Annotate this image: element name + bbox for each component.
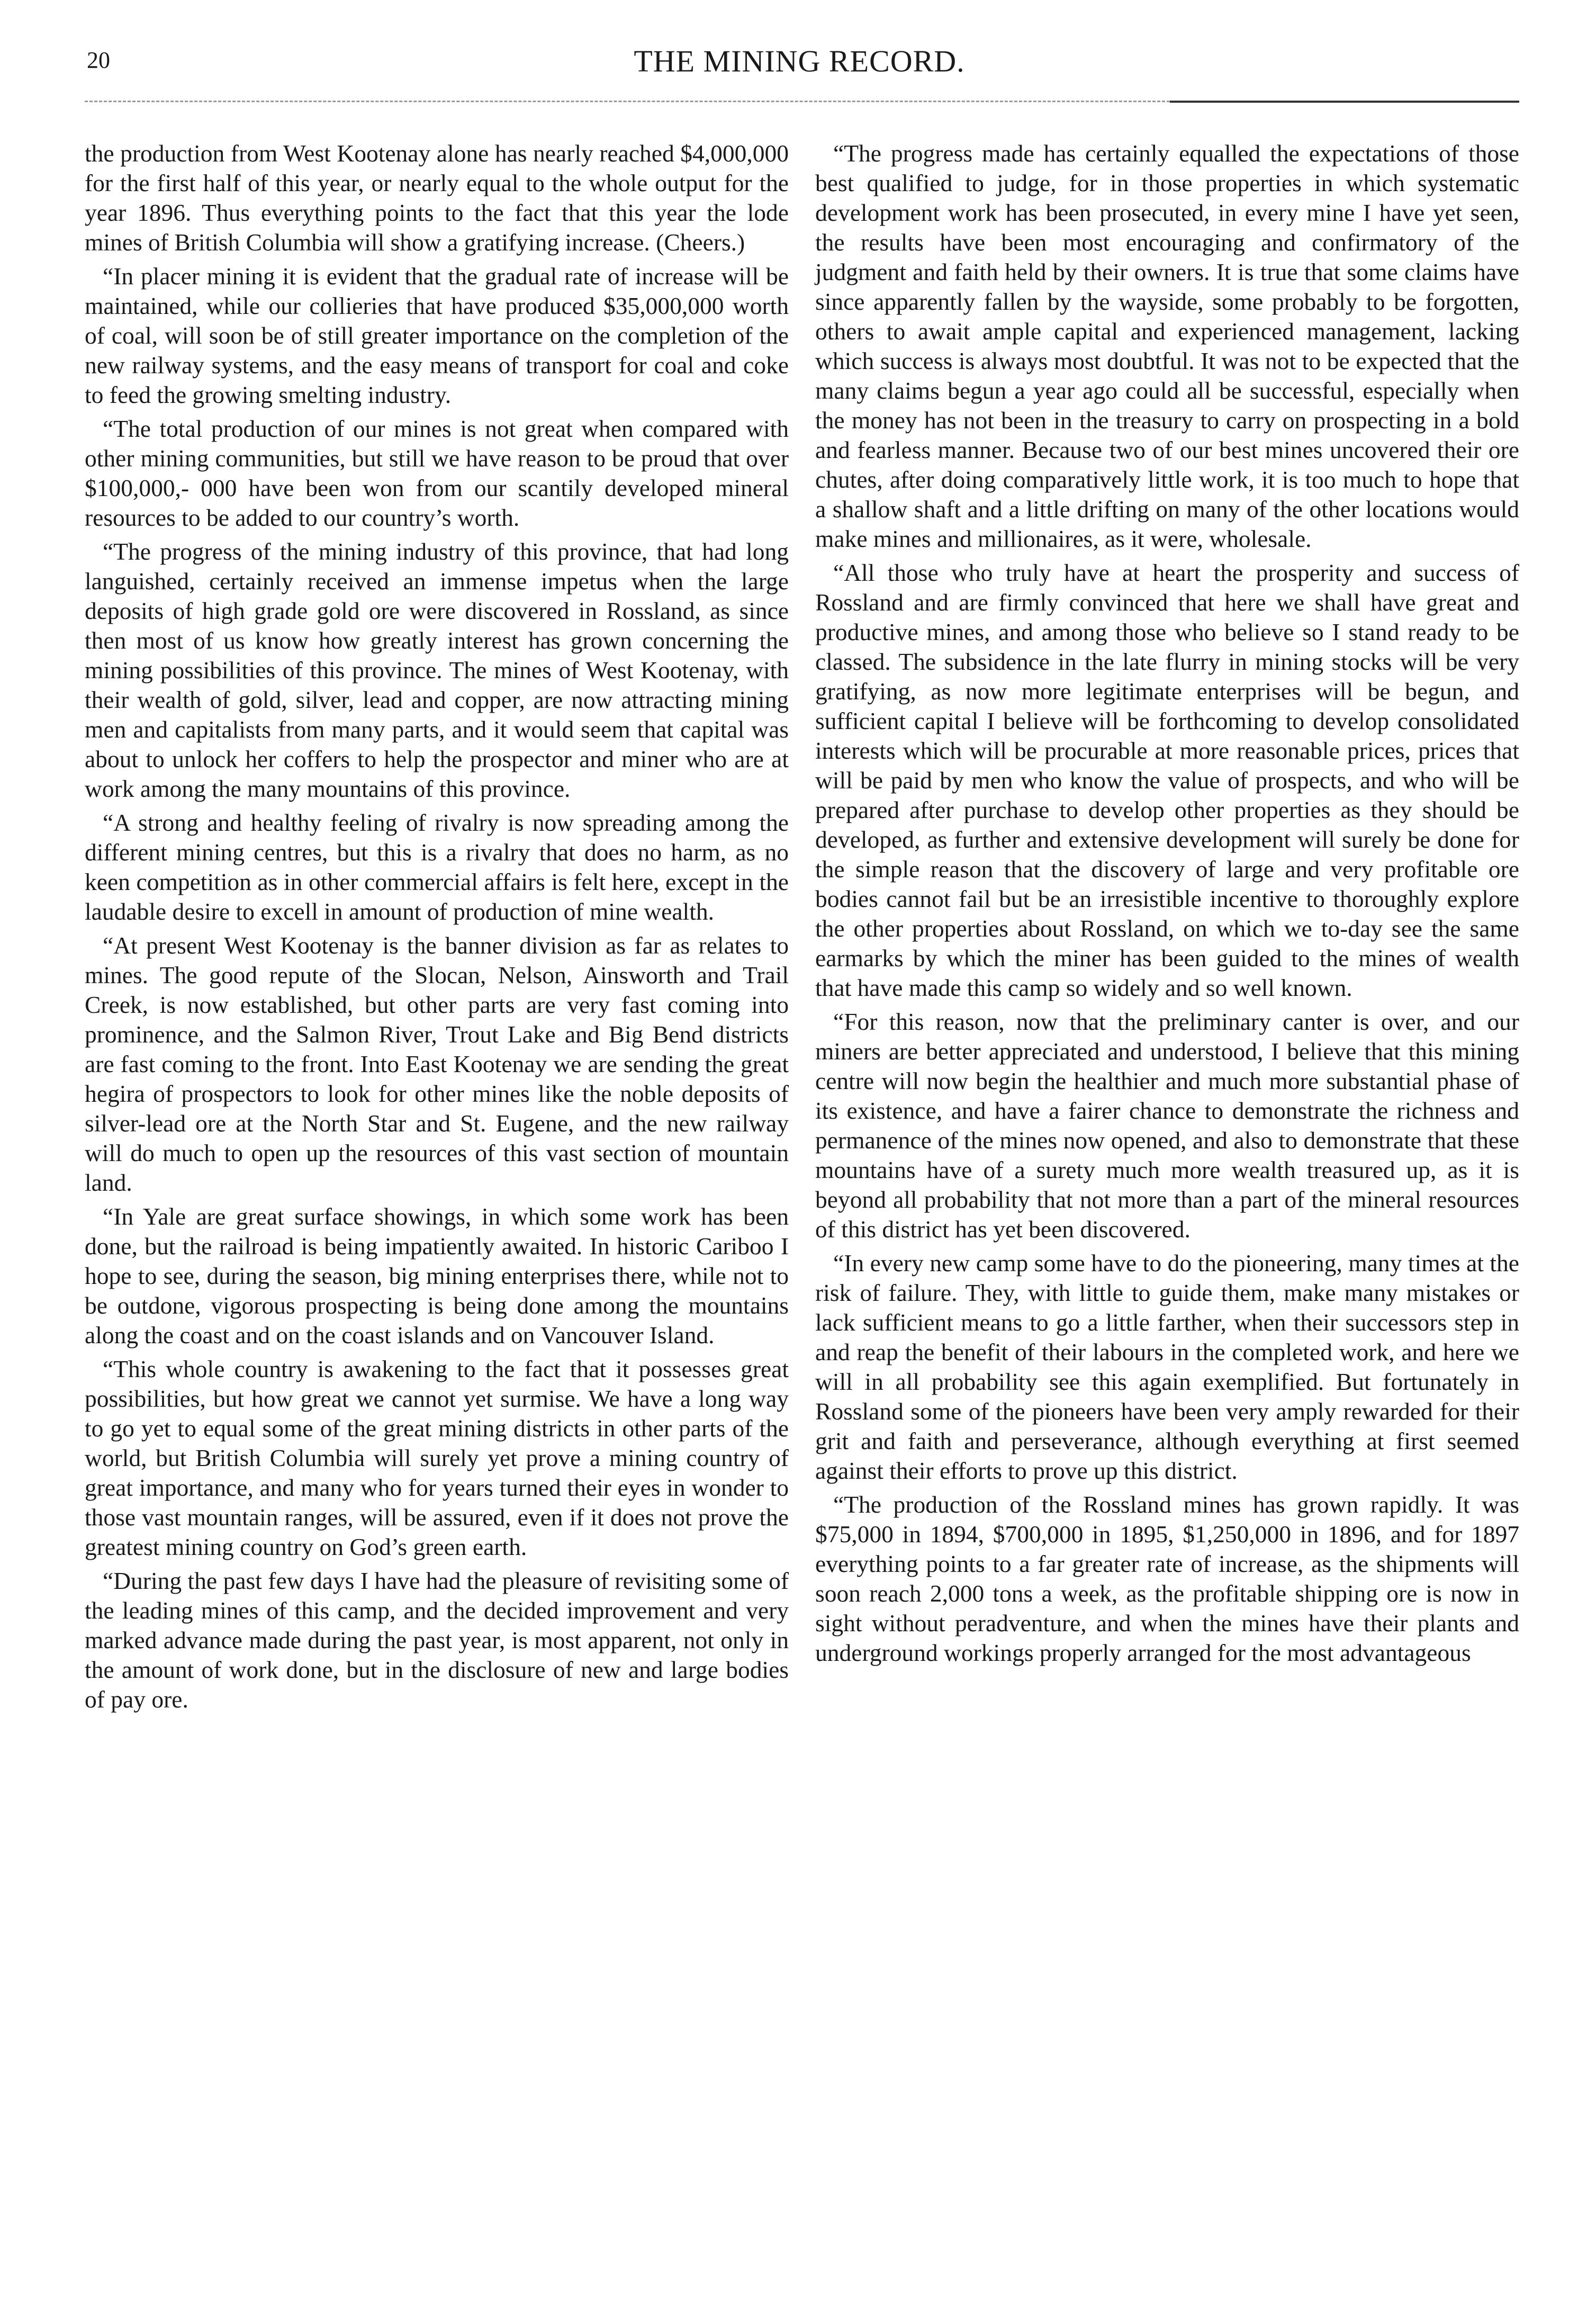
paragraph: “For this reason, now that the preliminary canter is over, and our miners are better appreciated and understood, I believe that this mining centre will now begin the healthier and much more substantial phase of its existence, and have a fairer chance to demonstrate the richness and permanence of the mines now opened, and also to demonstrate that these mountains have of a surety much more wealth treasured up, as it is beyond all probability that not more than a part of the mineral resources of this district has yet been discovered. [815, 1008, 1519, 1243]
paragraph: “The production of the Rossland mines has grown rapidly. It was $75,000 in 1894, $700,000 in 1895, $1,250,000 in 1896, and for 1897 everything points to a far greater rate of increase, as the shipments will soon reach 2,000 tons a week, as the profitable shipping ore is now in sight without peradventure, and when the mines have their plants and underground workings properly arranged for the most advantageous [815, 1491, 1519, 1666]
paragraph: “In Yale are great surface showings, in which some work has been done, but the railroad is being impatiently awaited. In historic Cariboo I hope to see, during the season, big mining enterprises there, while not to be outdone, vigorous prospecting is being done among the mountains along the coast and on the coast islands and on Vancouver Island. [85, 1203, 789, 1349]
paragraph: “The progress of the mining industry of this province, that had long languished, certainly received an immense impetus when the large deposits of high grade gold ore were discovered in Rossland, as since then most of us know how greatly interest has grown concerning the mining possibilities of this province. The mines of West Kootenay, with their wealth of gold, silver, lead and copper, are now attracting mining men and capitalists from many parts, and it would seem that capital was about to unlock her coffers to help the prospector and miner who are at work among the many mountains of this province. [85, 538, 789, 802]
paragraph: “In placer mining it is evident that the gradual rate of increase will be maintained, while our collieries that have produced $35,000,000 worth of coal, will soon be of still greater importance on the completion of the new railway systems, and the easy means of transport for coal and coke to feed the growing smelting industry. [85, 263, 789, 408]
paragraph: “During the past few days I have had the pleasure of revisiting some of the leading mines of this camp, and the decided improvement and very marked advance made during the past year, is most apparent, not only in the amount of work done, but in the disclosure of new and large bodies of pay ore. [85, 1567, 789, 1713]
paragraph: “This whole country is awakening to the fact that it possesses great possibilities, but how great we cannot yet surmise. We have a long way to go yet to equal some of the great mining districts in other parts of the world, but British Columbia will surely yet prove a mining country of great importance, and many who for years turned their eyes in wonder to those vast mountain ranges, will be assured, even if it does not prove the greatest mining country on God’s green earth. [85, 1355, 789, 1560]
running-title: THE MINING RECORD. [634, 44, 965, 78]
page-number: 20 [87, 47, 110, 73]
paragraph: the production from West Kootenay alone has nearly reached $4,000,000 for the first half of this year, or nearly equal to the whole output for the year 1896. Thus everything points to the fact that this year the lode mines of British Columbia will show a gratifying increase. (Cheers.) [85, 140, 789, 256]
paragraph: “At present West Kootenay is the banner division as far as relates to mines. The good repute of the Slocan, Nelson, Ainsworth and Trail Creek, is now established, but other parts are very fast coming into prominence, and the Salmon River, Trout Lake and Big Bend districts are fast coming to the front. Into East Kootenay we are sending the great hegira of prospectors to look for other mines like the noble deposits of silver-lead ore at the North Star and St. Eugene, and the new railway will do much to open up the resources of this vast section of mountain land. [85, 932, 789, 1196]
left-column [85, 139, 789, 1719]
page-header [79, 43, 1519, 91]
paragraph: “A strong and healthy feeling of rivalry is now spreading among the different mining centres, but this is a rivalry that does no harm, as no keen competition as in other commercial affairs is felt here, except in the laudable desire to excell in amount of production of mine wealth. [85, 809, 789, 925]
paragraph: “All those who truly have at heart the prosperity and success of Rossland and are firmly convinced that here we shall have great and productive mines, and among those who believe so I stand ready to be classed. The subsidence in the late flurry in mining stocks will be very gratifying, as now more legitimate enterprises will be begun, and sufficient capital I believe will be forthcoming to develop consolidated interests which will be procurable at more reasonable prices, prices that will be paid by men who know the value of prospects, and who will be prepared after purchase to develop other properties as they should be developed, as further and extensive development will surely be done for the simple reason that the discovery of large and very profitable ore bodies cannot fail but be an irresistible incentive to thoroughly explore the other properties about Rossland, on which we to-day see the same earmarks by which the miner has been guided to the mines of wealth that have made this camp so widely and so well known. [815, 559, 1519, 1001]
right-column [815, 139, 1519, 1672]
paragraph: “The progress made has certainly equalled the expectations of those best qualified to judge, for in those properties in which systematic development work has been prosecuted, in every mine I have yet seen, the results have been most encouraging and confirmatory of the judgment and faith held by their owners. It is true that some claims have since apparently fallen by the wayside, some probably to be forgotten, others to await ample capital and experienced management, lacking which success is always most doubtful. It was not to be expected that the many claims begun a year ago could all be successful, especially when the money has not been in the treasury to carry on prospecting in a bold and fearless manner. Because two of our best mines uncovered their ore chutes, after doing comparatively little work, it is too much to hope that a shallow shaft and a little drifting on many of the other locations would make mines and millionaires, as it were, wholesale. [815, 140, 1519, 552]
header-rule [1170, 101, 1519, 103]
paragraph: “In every new camp some have to do the pioneering, many times at the risk of failure. They, with little to guide them, make many mistakes or lack sufficient means to go a little farther, when their successors step in and reap the benefit of their labours in the completed work, and here we will in all probability see this again exemplified. But fortunately in Rossland some of the pioneers have been very amply rewarded for their grit and faith and perseverance, although everything at first seemed against their efforts to prove up this district. [815, 1250, 1519, 1484]
paragraph: “The total production of our mines is not great when compared with other mining communities, but still we have reason to be proud that over $100,000,- 000 have been won from our scantily developed mineral resources to be added to our country’s worth. [85, 415, 789, 531]
header-rule-faint [85, 101, 1170, 102]
